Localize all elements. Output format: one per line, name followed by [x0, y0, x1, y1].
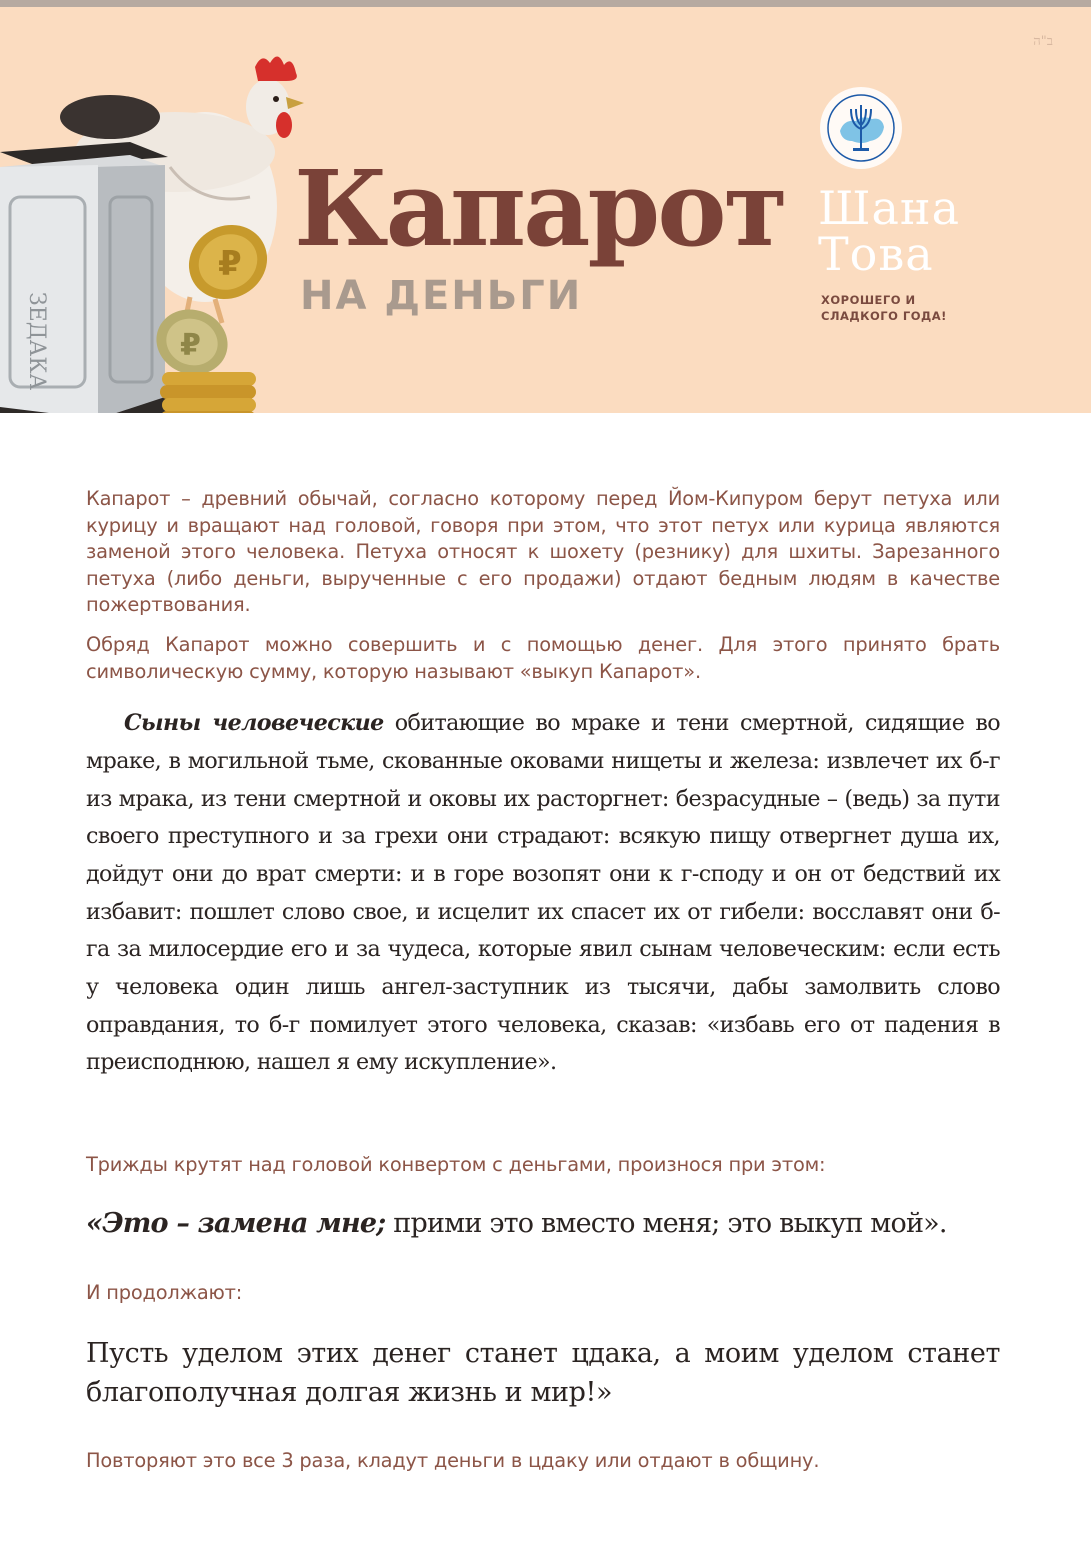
page-title: Капарот — [294, 147, 786, 270]
greeting-main-line1: Шана — [818, 181, 960, 235]
psalm-paragraph — [86, 705, 1000, 1082]
quote-1-text: прими это вместо меня; это выкуп мой». — [385, 1208, 947, 1239]
greeting-sub-line2: СЛАДКОГО ГОДА! — [821, 309, 947, 323]
quote-1-emphasis: «Это – замена мне; — [86, 1208, 386, 1239]
greeting-main-line2: Това — [818, 227, 934, 281]
greeting-sub — [821, 292, 947, 324]
closing-note: Повторяют это все 3 раза, кладут деньги в цдаку или отдают в общину. — [86, 1449, 820, 1472]
psalm-emphasis: Сыны человеческие — [124, 710, 384, 737]
header-banner — [0, 7, 1091, 413]
greeting-main — [818, 181, 960, 281]
tzedakah-illustration — [0, 47, 320, 413]
tzedakah-box-icon — [0, 142, 170, 413]
quote-1 — [86, 1206, 1000, 1242]
hebrew-mark: ב"ה — [1033, 34, 1053, 49]
instruction-1: Трижды крутят над головой конвертом с деньгами, произнося при этом: — [86, 1153, 826, 1176]
svg-text:₽: ₽ — [218, 244, 242, 284]
greeting-sub-line1: ХОРОШЕГО И — [821, 293, 916, 307]
svg-text:ЗЕДАКА: ЗЕДАКА — [24, 292, 49, 391]
page-subtitle: НА ДЕНЬГИ — [300, 273, 583, 319]
intro-paragraph-1: Капарот – древний обычай, согласно которому перед Йом-Кипуром берут петуха или курицу и вращают над головой, говоря при этом, что этот петух или курица являются заменой этого человека. Петуха относят к шохету (резнику) для шхиты. Зарезанного петуха (либо деньги, вырученные с его продажи) отдают бедным людям в качестве пожертвования. — [86, 487, 1000, 617]
instruction-2: И продолжают: — [86, 1281, 243, 1304]
intro-paragraph-2: Обряд Капарот можно совершить и с помощью денег. Для этого принято брать символическую сумму, которую называют «выкуп Капарот». — [86, 632, 1000, 683]
psalm-text: обитающие во мраке и тени смертной, сидящие во мраке, в могильной тьме, скованные оковами нищеты и железа: извлечет их б-г из мрака, из тени смертной и оковы их расторгнет: безрасудные – (ведь) за пути своего преступного и за грехи они страдают: всякую пищу отвергнет душа их, дойдут они до врат смерти: и в горе возопят они к г-споду и он от бедствий их избавит: пошлет слово свое, и исцелит их спасет их от гибели: восславят они б-га за милосердие его и за чудеса, которые явил сынам человеческим: если есть у человека один лишь ангел-заступник из тысячи, дабы замолвить слово оправдания, то б-г помилует этого человека, сказав: «избавь его от падения в преисподнюю, нашел я ему искупление». — [86, 710, 1001, 1076]
top-border — [0, 0, 1091, 7]
intro-section — [86, 486, 1000, 1082]
quote-2: Пусть уделом этих денег станет цдака, а моим уделом станет благополучная долгая жизнь и мир!» — [86, 1338, 1000, 1408]
svg-text:₽: ₽ — [180, 328, 201, 363]
fjc-logo-icon — [818, 85, 904, 171]
